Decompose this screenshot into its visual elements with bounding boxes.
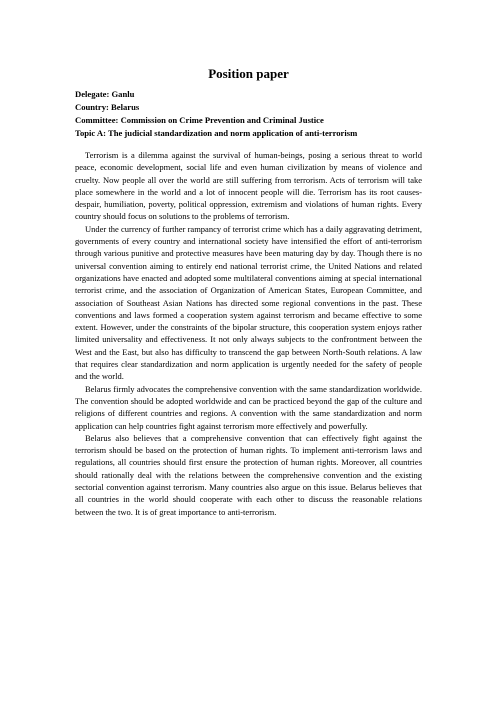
body-paragraph: Under the currency of further rampancy of terrorist crime which has a daily aggravating detriment, governments of every country and international society have intensified the effort of anti-terrorism through various punitive and protective measures have been maturing day by day. Though there is no universal convention aiming to entirely end national terrorist crime, the United Nations and related organizations have enacted and adopted some multilateral conventions aiming at special international terrorist crime, and the association of Organization of American States, European Committee, and association of Southeast Asian Nations has directed some regional conventions in the past. These conventions and laws formed a cooperation system against terrorism and became effective to some extent. However, under the constraints of the bipolar structure, this cooperation system enjoys rather limited universality and effectiveness. It not only always subjects to the confrontment between the West and the East, but also has difficulty to transcend the gap between North-South relations. A law that requires clear standardization and norm application is urgently needed for the safety of people and the world. — [75, 223, 422, 382]
topic-line: Topic A: The judicial standardization and norm application of anti-terrorism — [75, 128, 358, 138]
committee-line: Committee: Commission on Crime Prevention and Criminal Justice — [75, 115, 324, 125]
body-paragraph: Belarus firmly advocates the comprehensive convention with the same standardization worldwide. The convention should be adopted worldwide and can be practiced beyond the gap of the culture and religions of different countries and regions. A convention with the same standardization and norm application can help countries fight against terrorism more effectively and powerfully. — [75, 383, 422, 431]
body-paragraph: Terrorism is a dilemma against the survival of human-beings, posing a serious threat to world peace, economic development, social life and even human civilization by means of violence and cruelty. Now people all over the world are still suffering from terrorism. Acts of terrorism will take place somewhere in the world and a lot of innocent people will die. Terrorism has its root causes-despair, humiliation, poverty, political oppression, extremism and violations of human rights. Every country should focus on solutions to the problems of terrorism. — [75, 150, 422, 222]
document-body — [75, 149, 422, 518]
page-title: Position paper — [208, 66, 289, 81]
delegate-line: Delegate: Ganlu — [75, 89, 135, 99]
document-meta — [75, 88, 422, 140]
body-paragraph: Belarus also believes that a comprehensive convention that can effectively fight against the terrorism should be based on the protection of human rights. To implement anti-terrorism laws and regulations, all countries should first ensure the protection of human rights. Moreover, all countries should rationally deal with the relations between the comprehensive convention and the existing sectorial convention against terrorism. Many countries also argue on this issue. Belarus believes that all countries in the world should cooperate with each other to discuss the reasonable relations between the two. It is of great importance to anti-terrorism. — [75, 432, 422, 517]
country-line: Country: Belarus — [75, 102, 140, 112]
